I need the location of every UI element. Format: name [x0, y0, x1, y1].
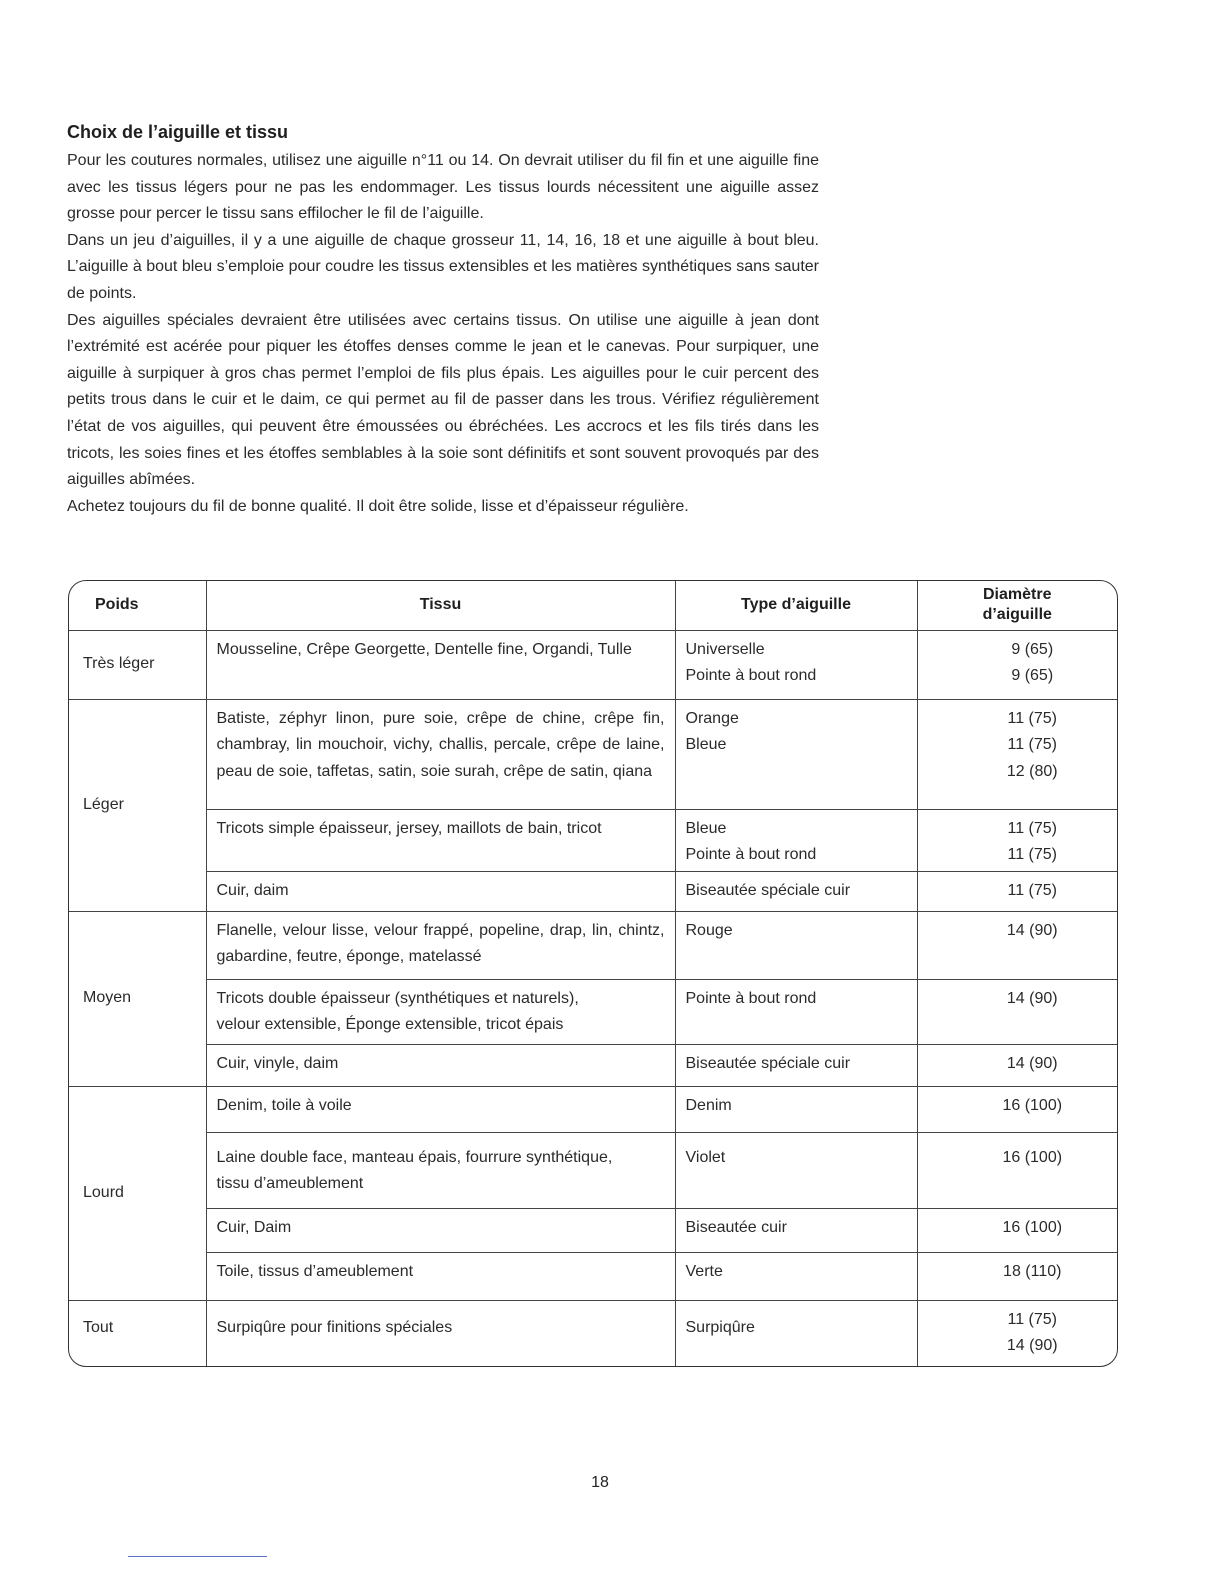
tissu-cell: [206, 809, 675, 871]
diametre-cell: [917, 630, 1117, 699]
type-text: Pointe à bout rond: [685, 846, 817, 864]
tissu-cell: [206, 1300, 675, 1366]
type-text: Biseautée spéciale cuir: [685, 881, 851, 899]
tissu-text: Cuir, Daim: [216, 1218, 292, 1236]
tissu-text: Flanelle, velour lisse, velour frappé, popeline, drap, lin, chintz, gabardine, feutre, éponge, matelassé: [216, 921, 665, 966]
needle-fabric-table: [69, 581, 1117, 1366]
paragraph: Des aiguilles spéciales devraient être utilisées avec certains tissus. On utilise une aiguille à jean dont l’extrémité est acérée pour piquer les étoffes denses comme le jean et le canevas. Pour surpiquer, une aiguille à surpiquer à gros chas permet l’emploi de fils plus épais. Les aiguilles pour le cuir percent des petits trous dans le cuir et le daim, ce qui permet au fil de passer dans les trous. Vérifiez régulièrement l’état de vos aiguilles, qui peuvent être émoussées ou ébréchées. Les accrocs et les fils tirés dans les tricots, les soies fines et les étoffes semblables à la soie sont définitifs et sont souvent provoqués par des aiguilles abîmées.: [67, 311, 819, 489]
tissu-text: Denim, toile à voile: [216, 1096, 352, 1114]
tissu-text: Toile, tissus d’ameublement: [216, 1262, 414, 1280]
diametre-cell: [917, 871, 1117, 911]
tissu-text: Mousseline, Crêpe Georgette, Dentelle fine, Organdi, Tulle: [216, 640, 632, 658]
type-text: Surpiqûre: [685, 1318, 755, 1336]
footer-rule: [128, 1556, 267, 1557]
diametre-cell: [917, 1132, 1117, 1208]
table-body: [69, 630, 1117, 1366]
poids-cell: Léger: [69, 699, 206, 911]
tissu-text: Cuir, vinyle, daim: [216, 1054, 339, 1072]
type-text: Pointe à bout rond: [685, 667, 817, 685]
tissu-cell: [206, 1208, 675, 1252]
header-diametre: [917, 581, 1117, 630]
header-poids: Poids: [69, 581, 206, 630]
header-diametre-line2: d’aiguille: [982, 606, 1052, 624]
table-row: [69, 979, 1117, 1044]
poids-cell: Très léger: [69, 630, 206, 699]
type-cell: [675, 809, 917, 871]
diametre-cell: [917, 1208, 1117, 1252]
paragraph: Dans un jeu d’aiguilles, il y a une aiguille de chaque grosseur 11, 14, 16, 18 et une aiguille à bout bleu. L’aiguille à bout bleu s’emploie pour coudre les tissus extensibles et les matières synthétiques sans sauter de points.: [67, 231, 819, 302]
diametre-text: 14 (90): [1006, 1337, 1058, 1355]
diametre-text: 18 (110): [1003, 1262, 1062, 1280]
needle-fabric-table-frame: [68, 580, 1118, 1367]
tissu-cell: [206, 1086, 675, 1132]
type-text: Verte: [685, 1262, 723, 1280]
tissu-cell: [206, 699, 675, 809]
section-title: Choix de l’aiguille et tissu: [67, 122, 289, 142]
type-text: Pointe à bout rond: [685, 989, 817, 1007]
diametre-text: 11 (75): [1007, 846, 1057, 864]
tissu-cell: [206, 979, 675, 1044]
diametre-cell: [917, 1300, 1117, 1366]
tissu-cell: [206, 871, 675, 911]
type-cell: [675, 1132, 917, 1208]
table-row: [69, 1086, 1117, 1132]
type-cell: [675, 1208, 917, 1252]
diametre-text: 12 (80): [1006, 762, 1058, 780]
diametre-cell: [917, 979, 1117, 1044]
diametre-cell: [917, 911, 1117, 979]
type-text: Orange: [685, 709, 739, 727]
type-cell: [675, 1086, 917, 1132]
type-text: Bleue: [685, 819, 727, 837]
tissu-text: Batiste, zéphyr linon, pure soie, crêpe de chine, crêpe fin, chambray, lin mouchoir, vichy, challis, percale, crêpe de laine, peau de soie, taffetas, satin, soie surah, crêpe de satin, qiana: [216, 709, 665, 780]
tissu-text: Surpiqûre pour finitions spéciales: [216, 1318, 453, 1336]
tissu-cell: [206, 630, 675, 699]
type-cell: [675, 1044, 917, 1086]
type-cell: [675, 699, 917, 809]
table-row: [69, 630, 1117, 699]
tissu-cell: [206, 1044, 675, 1086]
diametre-text: 9 (65): [1011, 667, 1054, 685]
type-text: Violet: [685, 1148, 726, 1166]
table-row: [69, 1252, 1117, 1300]
table-row: [69, 911, 1117, 979]
paragraph: Pour les coutures normales, utilisez une aiguille n°11 ou 14. On devrait utiliser du fil fin et une aiguille fine avec les tissus légers pour ne pas les endommager. Les tissus lourds nécessitent une aiguille assez grosse pour percer le tissu sans effilocher le fil de l’aiguille.: [67, 152, 819, 223]
table-row: [69, 699, 1117, 809]
table-row: [69, 1208, 1117, 1252]
diametre-text: 14 (90): [1006, 921, 1058, 939]
type-text: Rouge: [685, 921, 733, 939]
paragraph: Achetez toujours du fil de bonne qualité. Il doit être solide, lisse et d’épaisseur régulière.: [67, 497, 689, 515]
diametre-cell: [917, 699, 1117, 809]
type-cell: [675, 630, 917, 699]
diametre-text: 9 (65): [1011, 640, 1054, 658]
table-header-row: [69, 581, 1117, 630]
type-cell: [675, 979, 917, 1044]
type-text: Biseautée cuir: [685, 1218, 787, 1236]
poids-cell: Lourd: [69, 1086, 206, 1300]
diametre-text: 16 (100): [1002, 1218, 1063, 1236]
tissu-text: Laine double face, manteau épais, fourrure synthétique,: [216, 1148, 613, 1166]
tissu-text: Tricots simple épaisseur, jersey, maillots de bain, tricot: [216, 819, 602, 837]
tissu-cell: [206, 911, 675, 979]
table-row: [69, 809, 1117, 871]
type-cell: [675, 871, 917, 911]
diametre-text: 16 (100): [1002, 1148, 1063, 1166]
table-row: [69, 1300, 1117, 1366]
type-text: Universelle: [685, 640, 765, 658]
diametre-text: 11 (75): [1007, 881, 1057, 899]
diametre-cell: [917, 1044, 1117, 1086]
header-type-aiguille: Type d’aiguille: [675, 581, 917, 630]
diametre-cell: [917, 809, 1117, 871]
intro-text: [67, 148, 819, 520]
table-row: [69, 1044, 1117, 1086]
tissu-text: velour extensible, Éponge extensible, tricot épais: [216, 1016, 564, 1034]
table-row: [69, 871, 1117, 911]
tissu-cell: [206, 1252, 675, 1300]
type-cell: [675, 911, 917, 979]
diametre-cell: [917, 1252, 1117, 1300]
tissu-text: Tricots double épaisseur (synthétiques et naturels),: [216, 989, 579, 1007]
diametre-text: 11 (75): [1007, 819, 1057, 837]
diametre-text: 16 (100): [1002, 1096, 1063, 1114]
poids-cell: Moyen: [69, 911, 206, 1086]
type-text: Denim: [685, 1096, 732, 1114]
diametre-text: 14 (90): [1006, 989, 1058, 1007]
diametre-text: 11 (75): [1007, 709, 1057, 727]
type-text: Biseautée spéciale cuir: [685, 1054, 851, 1072]
type-text: Bleue: [685, 736, 727, 754]
type-cell: [675, 1300, 917, 1366]
page-number: 18: [591, 1474, 609, 1491]
tissu-cell: [206, 1132, 675, 1208]
diametre-text: 11 (75): [1007, 736, 1057, 754]
diametre-text: 11 (75): [1007, 1310, 1057, 1328]
header-diametre-line1: Diamètre: [983, 586, 1052, 604]
tissu-text: Cuir, daim: [216, 881, 289, 899]
diametre-cell: [917, 1086, 1117, 1132]
type-cell: [675, 1252, 917, 1300]
header-tissu: Tissu: [206, 581, 675, 630]
poids-cell: Tout: [69, 1300, 206, 1366]
table-row: [69, 1132, 1117, 1208]
tissu-text: tissu d’ameublement: [216, 1175, 364, 1193]
diametre-text: 14 (90): [1006, 1054, 1058, 1072]
